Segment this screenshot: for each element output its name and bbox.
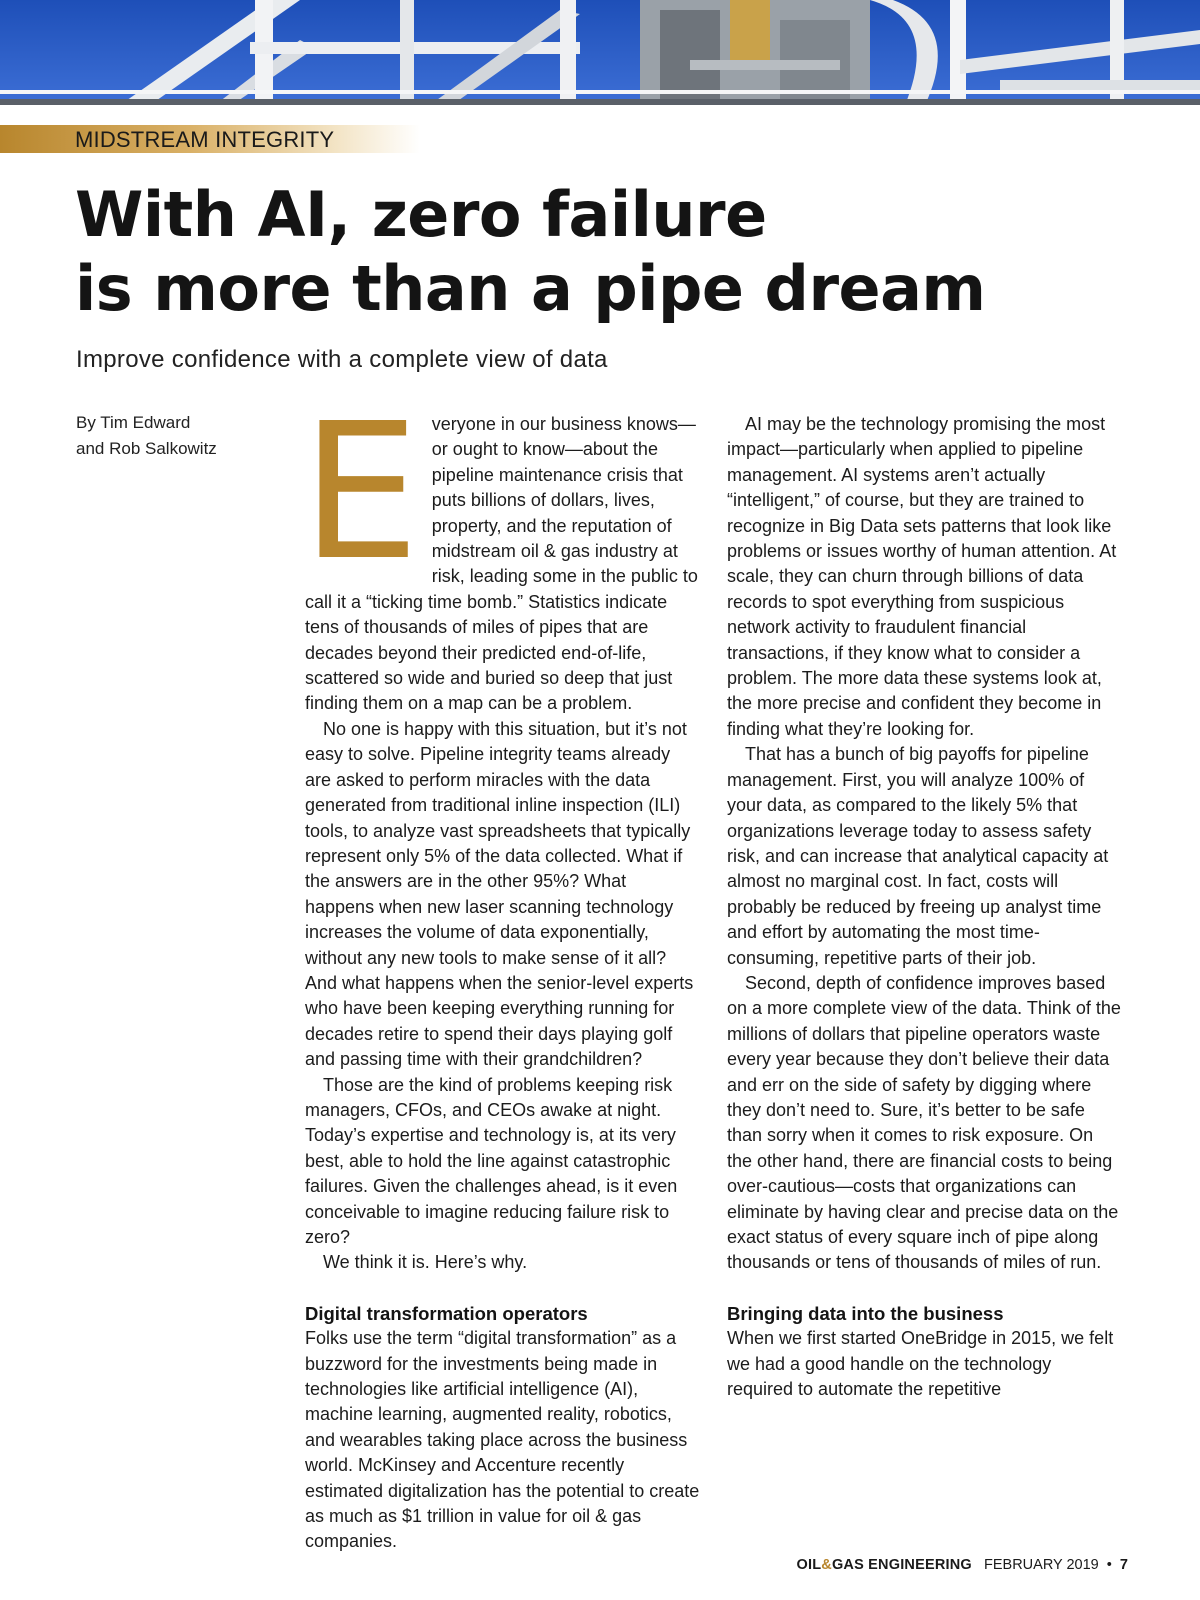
deck: Improve confidence with a complete view of data [76,346,608,373]
byline-line-1: By Tim Edward [76,413,191,432]
article-paragraph: Folks use the term “digital transformation” as a buzzword for the investments being made in technologies like artificial intelligence (AI), machine learning, augmented reality, robotics, and wearables taking place across the business world. McKinsey and Accenture recently estimated digitalization has the potential to create as much as $1 trillion in value for oil & gas companies. [305,1328,700,1552]
brand-part-gas-engineering: GAS ENGINEERING [831,1557,972,1573]
issue-date: FEBRUARY 2019 [984,1557,1099,1573]
article-paragraph [301,383,700,717]
article-column-1 [301,383,700,1555]
headline-line-2: is more than a pipe dream [75,252,986,325]
article-paragraph: When we first started OneBridge in 2015, we felt we had a good handle on the technology required to automate the repetitive [727,1328,1114,1400]
section-label: MIDSTREAM INTEGRITY [75,127,335,152]
article-paragraph: We think it is. Here’s why. [323,1252,528,1273]
article-paragraph: AI may be the technology promising the most impact—particularly when applied to pipeline management. AI systems aren’t actually “intelligent,” of course, but they are trained to recognize in Big Data sets patterns that look like problems or issues worthy of human attention. At scale, they can churn through billions of data records to spot everything from suspicious network activity to fraudulent financial transactions, if they know what to consider a problem. The more data these systems look at, the more precise and confident they become in finding what they’re looking for. [727,414,1117,739]
article-paragraph: That has a bunch of big payoffs for pipeline management. First, you will analyze 100% of your data, as compared to the likely 5% that organizations leverage today to assess safety risk, and can increase that analytical capacity at almost no marginal cost. In fact, costs will probably be reduced by freeing up analyst time and effort by automating the most time-consuming, repetitive parts of their job. [727,744,1109,968]
article-column-2 [727,412,1122,1402]
hero-illustration [0,0,1200,105]
subhead-digital-transformation: Digital transformation operators [305,1302,588,1324]
brand-part-oil: OIL [796,1557,822,1573]
headline [75,178,1135,326]
headline-line-1: With AI, zero failure [75,178,767,251]
footer-separator: • [1106,1557,1112,1573]
brand-ampersand: & [821,1557,832,1573]
subhead-bringing-data: Bringing data into the business [727,1302,1004,1324]
hero-photo [0,0,1200,105]
section-tag [0,125,420,153]
byline [76,410,276,462]
page-footer [797,1557,1129,1573]
article-paragraph: No one is happy with this situation, but it’s not easy to solve. Pipeline integrity teams already are asked to perform miracles with the data generated from traditional inline inspection (ILI) tools, to analyze vast spreadsheets that typically represent only 5% of the data collected. What if the answers are in the other 95%? What happens when new laser scanning technology increases the volume of data exponentially, without any new tools to make sense of it all? And what happens when the senior-level experts who have been keeping everything running for decades retire to spend their days playing golf and passing time with their grandchildren? [305,718,694,1070]
byline-line-2: and Rob Salkowitz [76,439,217,458]
magazine-brand [797,1557,972,1573]
paragraph-text: veryone in our business knows—or ought to know—about the pipeline maintenance crisis that puts billions of dollars, lives, property, and the reputation of midstream oil & gas industry at risk, leading some in the public to call it a “ticking time bomb.” Statistics indicate tens of thousands of miles of pipes that are decades beyond their predicted end-of-life, scattered so wide and buried so deep that just finding them on a map can be a problem. [305,414,698,714]
drop-cap: E [301,383,420,602]
article-paragraph: Second, depth of confidence improves based on a more complete view of the data. Think of the millions of dollars that pipeline operators waste every year because they don’t believe their data and err on the side of safety by digging where they don’t need to. Sure, it’s better to be safe than sorry when it comes to risk exposure. On the other hand, there are financial costs to being over-cautious—costs that organizations can eliminate by having clear and precise data on the exact status of every square inch of pipe along thousands or tens of thousands of miles of run. [727,972,1121,1273]
page-number: 7 [1119,1557,1128,1573]
article-paragraph: Those are the kind of problems keeping risk managers, CFOs, and CEOs awake at night. Today’s expertise and technology is, at its very best, able to hold the line against catastrophic failures. Given the challenges ahead, is it even conceivable to imagine reducing failure risk to zero? [305,1074,678,1247]
